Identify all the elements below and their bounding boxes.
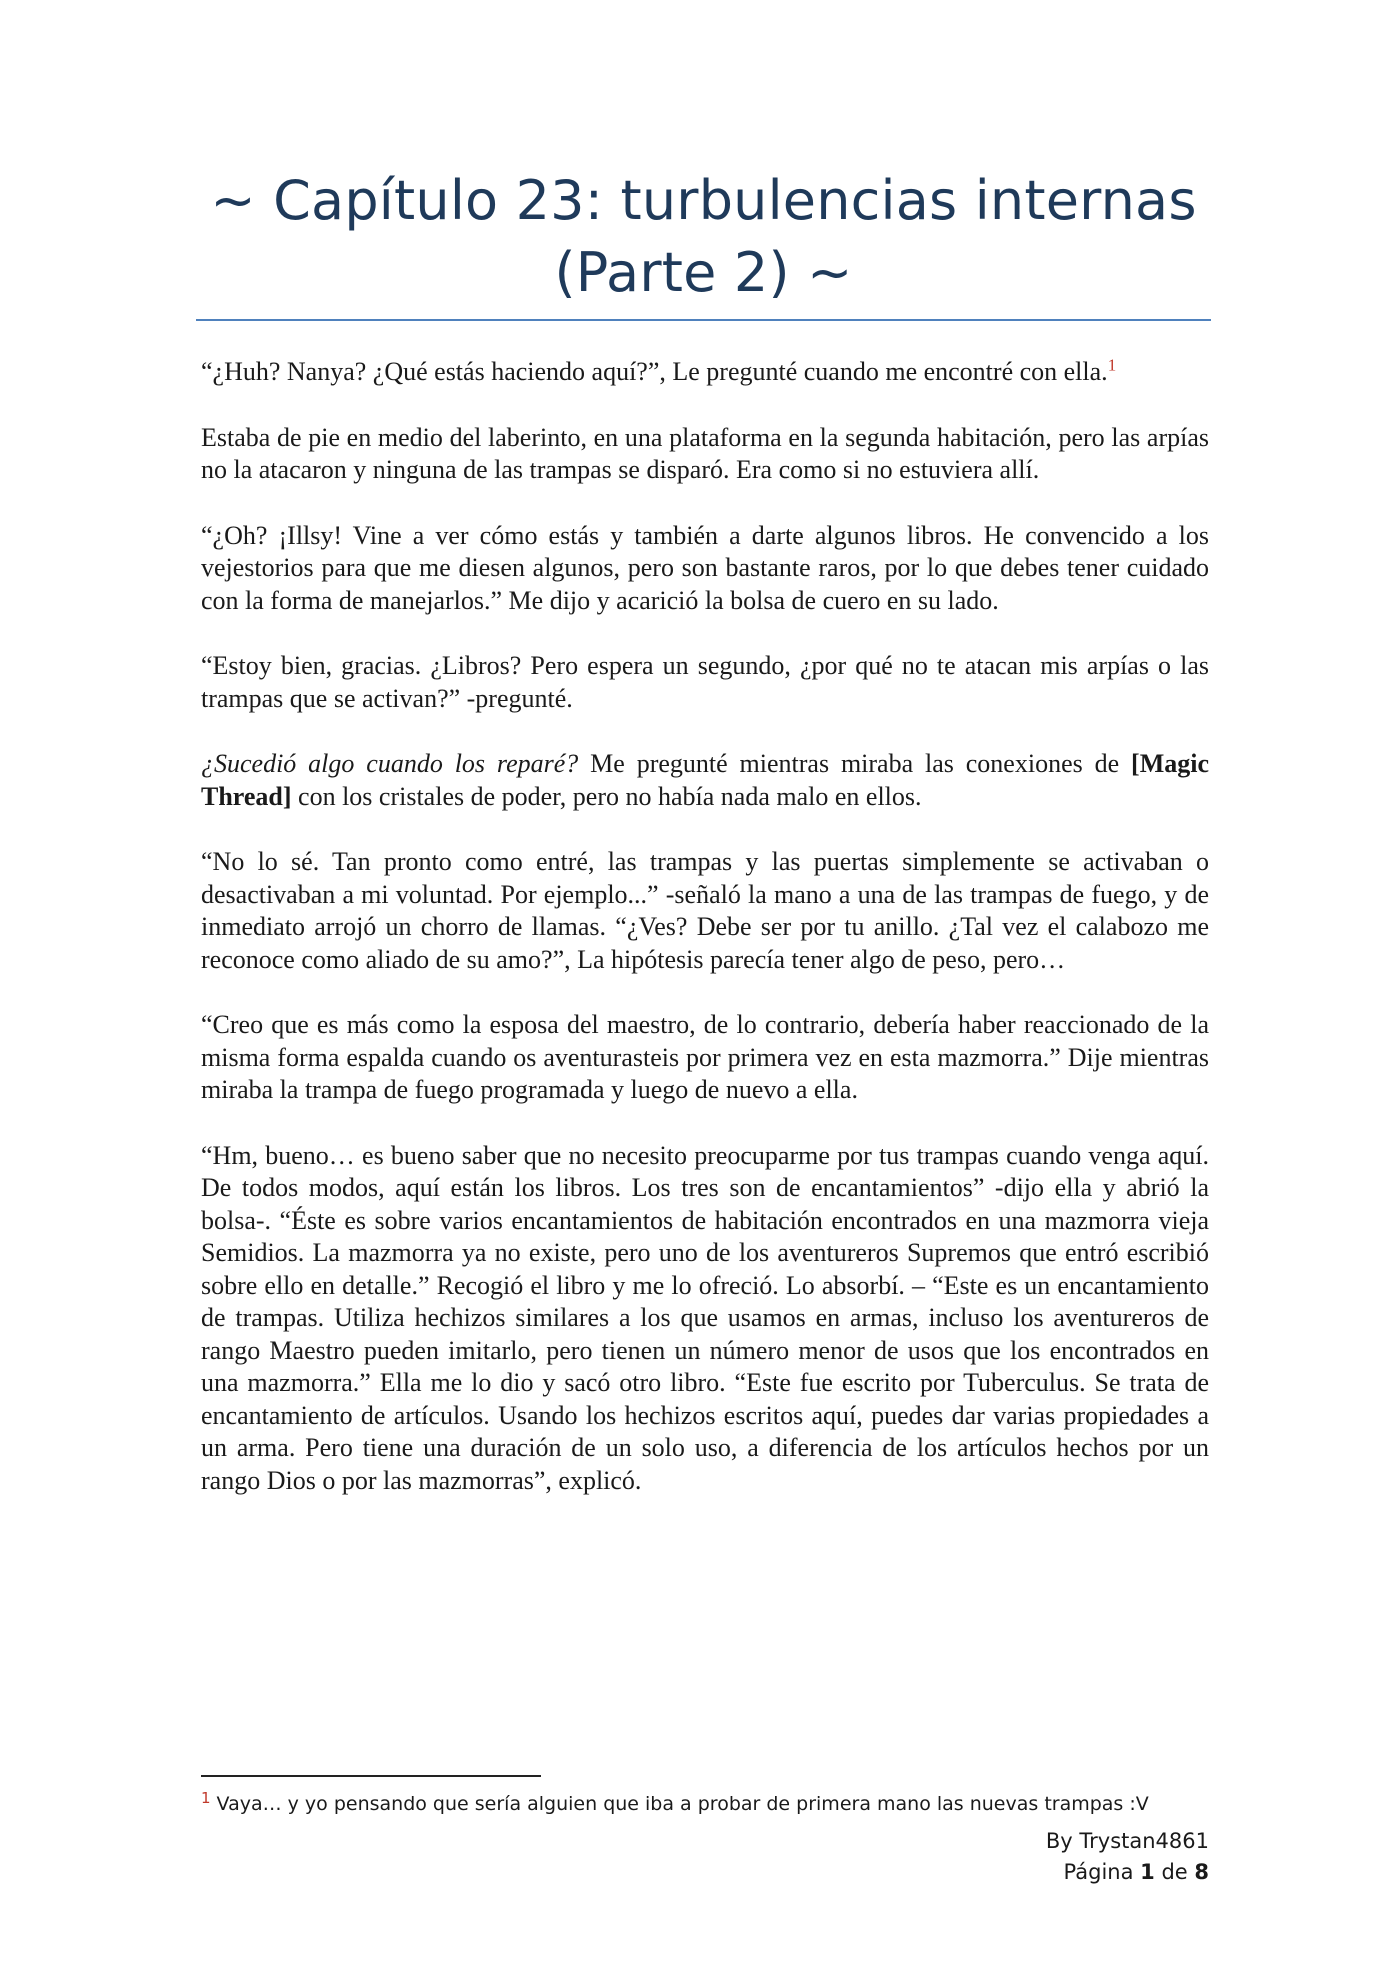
paragraph-5-skill: [Magic Thread] bbox=[201, 749, 1209, 811]
footer-page-total: 8 bbox=[1194, 1860, 1209, 1884]
paragraph-7: “Creo que es más como la esposa del maestro, de lo contrario, debería haber reaccionado de la misma forma espalda cuando os aventurasteis por primera vez en esta mazmorra.” Dije mientras miraba la trampa de fuego programada y luego de nuevo a ella. bbox=[201, 1010, 1209, 1104]
chapter-title-line-1: ~ Capítulo 23: turbulencias internas bbox=[210, 169, 1197, 232]
footer-author: By Trystan4861 bbox=[1045, 1829, 1209, 1853]
paragraph-1-text: “¿Huh? Nanya? ¿Qué estás haciendo aquí?”, Le pregunté cuando me encontré con ella. bbox=[201, 357, 1108, 386]
footer-page-of: de bbox=[1154, 1860, 1195, 1884]
chapter-title bbox=[196, 165, 1211, 309]
footer-page-prefix: Página bbox=[1063, 1860, 1141, 1884]
chapter-body bbox=[201, 356, 1209, 1530]
page-footer bbox=[1046, 1826, 1209, 1888]
paragraph-5-mid: Me pregunté mientras miraba las conexiones de bbox=[578, 749, 1132, 778]
paragraph-2: Estaba de pie en medio del laberinto, en una plataforma en la segunda habitación, pero las arpías no la atacaron y ninguna de las trampas se disparó. Era como si no estuviera allí. bbox=[201, 422, 1209, 484]
paragraph-3: “¿Oh? ¡Illsy! Vine a ver cómo estás y también a darte algunos libros. He convencido a los vejestorios para que me diesen algunos, pero son bastante raros, por lo que debes tener cuidado con la forma de manejarlos.” Me dijo y acarició la bolsa de cuero en su lado. bbox=[201, 520, 1209, 615]
footnote-reference[interactable]: 1 bbox=[1107, 355, 1117, 375]
footnote bbox=[201, 1788, 1211, 1816]
footnote-divider bbox=[201, 1775, 541, 1777]
paragraph-5-end: con los cristales de poder, pero no había nada malo en ellos. bbox=[291, 781, 922, 811]
title-divider bbox=[196, 319, 1211, 321]
footer-page-number bbox=[1046, 1857, 1209, 1888]
paragraph-5 bbox=[201, 748, 1209, 813]
paragraph-1 bbox=[201, 356, 1209, 389]
paragraph-6: “No lo sé. Tan pronto como entré, las trampas y las puertas simplemente se activaban o desactivaban a mi voluntad. Por ejemplo...” -señaló la mano a una de las trampas de fuego, y de inmediato arrojó un chorro de llamas. “¿Ves? Debe ser por tu anillo. ¿Tal vez el calabozo me reconoce como aliado de su amo?”, La hipótesis parecía tener algo de peso, pero… bbox=[201, 847, 1209, 974]
chapter-title-line-2: (Parte 2) ~ bbox=[554, 241, 853, 304]
footer-page-current: 1 bbox=[1140, 1860, 1155, 1884]
footnote-text: Vaya… y yo pensando que sería alguien que iba a probar de primera mano las nuevas trampas :V bbox=[216, 1793, 1149, 1815]
paragraph-4: “Estoy bien, gracias. ¿Libros? Pero espera un segundo, ¿por qué no te atacan mis arpías o las trampas que se activan?” -pregunté. bbox=[201, 651, 1209, 713]
paragraph-5-thought: ¿Sucedió algo cuando los reparé? bbox=[201, 749, 579, 778]
footnote-mark: 1 bbox=[201, 1788, 211, 1807]
paragraph-8: “Hm, bueno… es bueno saber que no necesito preocuparme por tus trampas cuando venga aquí. De todos modos, aquí están los libros. Los tres son de encantamientos” -dijo ella y abrió la bolsa-. “Éste es sobre varios encantamientos de habitación encontrados en una mazmorra vieja Semidios. La mazmorra ya no existe, pero uno de los aventureros Supremos que entró escribió sobre ello en detalle.” Recogió el libro y me lo ofreció. Lo absorbí. – “Este es un encantamiento de trampas. Utiliza hechizos similares a los que usamos en armas, incluso los aventureros de rango Maestro pueden imitarlo, pero tienen un número menor de usos que los encontrados en una mazmorra.” Ella me lo dio y sacó otro libro. “Este fue escrito por Tuberculus. Se trata de encantamiento de artículos. Usando los hechizos escritos aquí, puedes dar varias propiedades a un arma. Pero tiene una duración de un solo uso, a diferencia de los artículos hechos por un rango Dios o por las mazmorras”, explicó. bbox=[201, 1140, 1209, 1495]
